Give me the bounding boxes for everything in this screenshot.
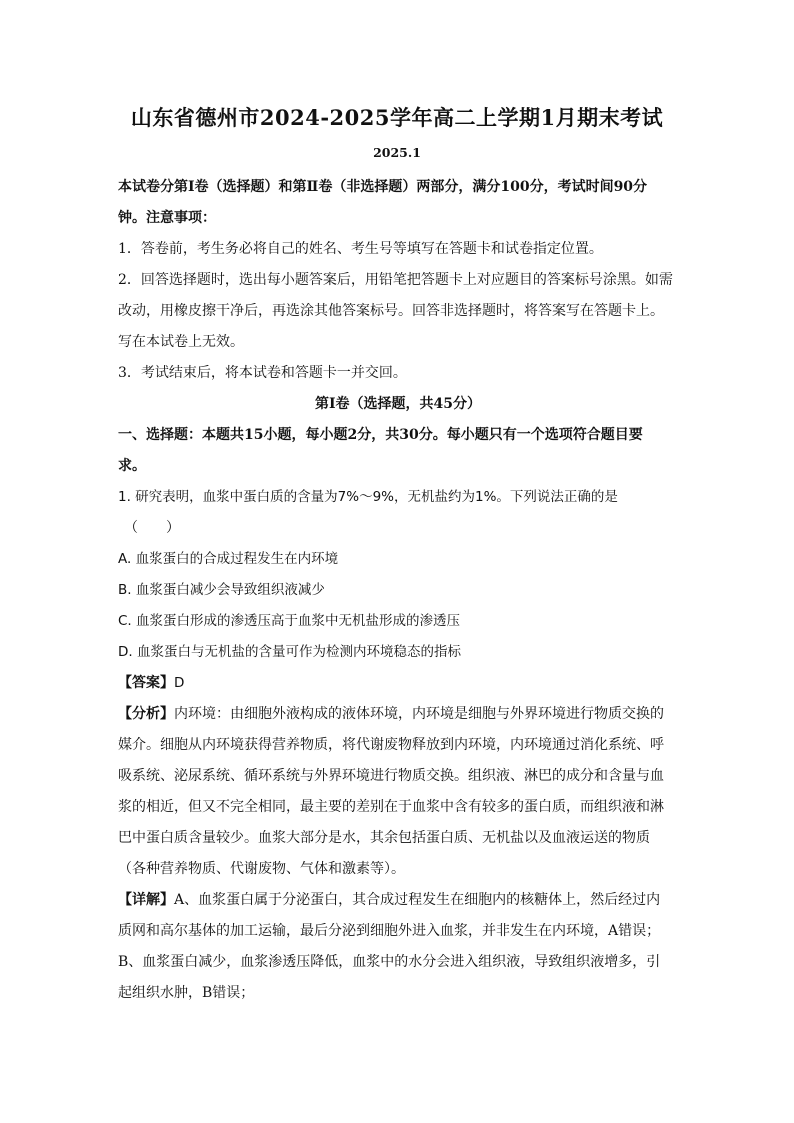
- note-line-5: 3．考试结束后，将本试卷和答题卡一并交回。: [118, 365, 407, 381]
- question-stem: 1. 研究表明，血浆中蛋白质的含量为7%～9%，无机盐约为1%。下列说法正确的是: [118, 489, 618, 505]
- analysis-line-4: 浆的相近，但又不完全相同，最主要的差别在于血浆中含有较多的蛋白质，而组织液和淋: [118, 799, 664, 815]
- detail-line-1: [118, 885, 678, 916]
- note-line-3: 改动，用橡皮擦干净后，再选涂其他答案标号。回答非选择题时，将答案写在答题卡上。: [118, 303, 664, 319]
- option-a: A. 血浆蛋白的合成过程发生在内环境: [118, 551, 339, 567]
- detail-tag: 【详解】: [118, 892, 174, 908]
- answer-value: D: [174, 675, 185, 691]
- exam-title: 山东省德州市2024-2025学年高二上学期1月期末考试: [130, 105, 664, 130]
- detail-line-2: 质网和高尔基体的加工运输，最后分泌到细胞外进入血浆，并非发生在内环境，A错误；: [118, 923, 661, 939]
- section-instruction-2: 求。: [118, 458, 146, 474]
- intro-line-2: 钟。注意事项：: [118, 210, 216, 226]
- analysis-line-1: [118, 699, 678, 730]
- section-instruction-1: 一、选择题：本题共15小题，每小题2分，共30分。每小题只有一个选项符合题目要: [118, 427, 643, 443]
- section-heading: 第Ⅰ卷（选择题，共45分）: [314, 396, 482, 412]
- analysis-line-5: 巴中蛋白质含量较少。血浆大部分是水，其余包括蛋白质、无机盐以及血液运送的物质: [118, 830, 650, 846]
- note-line-2: 2．回答选择题时，选出每小题答案后，用铅笔把答题卡上对应题目的答案标号涂黑。如需: [118, 272, 673, 288]
- detail-text: A、血浆蛋白属于分泌蛋白，其合成过程发生在细胞内的核糖体上，然后经过内: [174, 892, 661, 908]
- note-line-4: 写在本试卷上无效。: [118, 334, 244, 350]
- exam-date: 2025.1: [373, 145, 421, 160]
- answer-tag: 【答案】: [118, 675, 174, 691]
- option-d: D. 血浆蛋白与无机盐的含量可作为检测内环境稳态的指标: [118, 644, 461, 660]
- analysis-line-2: 媒介。细胞从内环境获得营养物质，将代谢废物释放到内环境，内环境通过消化系统、呼: [118, 737, 664, 753]
- answer-blank: （ ）: [124, 520, 180, 536]
- answer-line: [118, 668, 678, 699]
- option-b: B. 血浆蛋白减少会导致组织液减少: [118, 582, 325, 598]
- analysis-text: 内环境：由细胞外液构成的液体环境，内环境是细胞与外界环境进行物质交换的: [174, 706, 664, 722]
- detail-line-4: 起组织水肿，B错误；: [118, 985, 255, 1001]
- analysis-line-6: （各种营养物质、代谢废物、气体和激素等）。: [118, 861, 405, 877]
- option-c: C. 血浆蛋白形成的渗透压高于血浆中无机盐形成的渗透压: [118, 613, 461, 629]
- note-line-1: 1．答卷前，考生务必将自己的姓名、考生号等填写在答题卡和试卷指定位置。: [118, 241, 603, 257]
- intro-line-1: 本试卷分第Ⅰ卷（选择题）和第Ⅱ卷（非选择题）两部分，满分100分，考试时间90分: [118, 179, 648, 195]
- analysis-line-3: 吸系统、泌尿系统、循环系统与外界环境进行物质交换。组织液、淋巴的成分和含量与血: [118, 768, 664, 784]
- analysis-tag: 【分析】: [118, 706, 174, 722]
- document-body: [118, 172, 678, 1009]
- detail-line-3: B、血浆蛋白减少，血浆渗透压降低，血浆中的水分会进入组织液，导致组织液增多，引: [118, 954, 661, 970]
